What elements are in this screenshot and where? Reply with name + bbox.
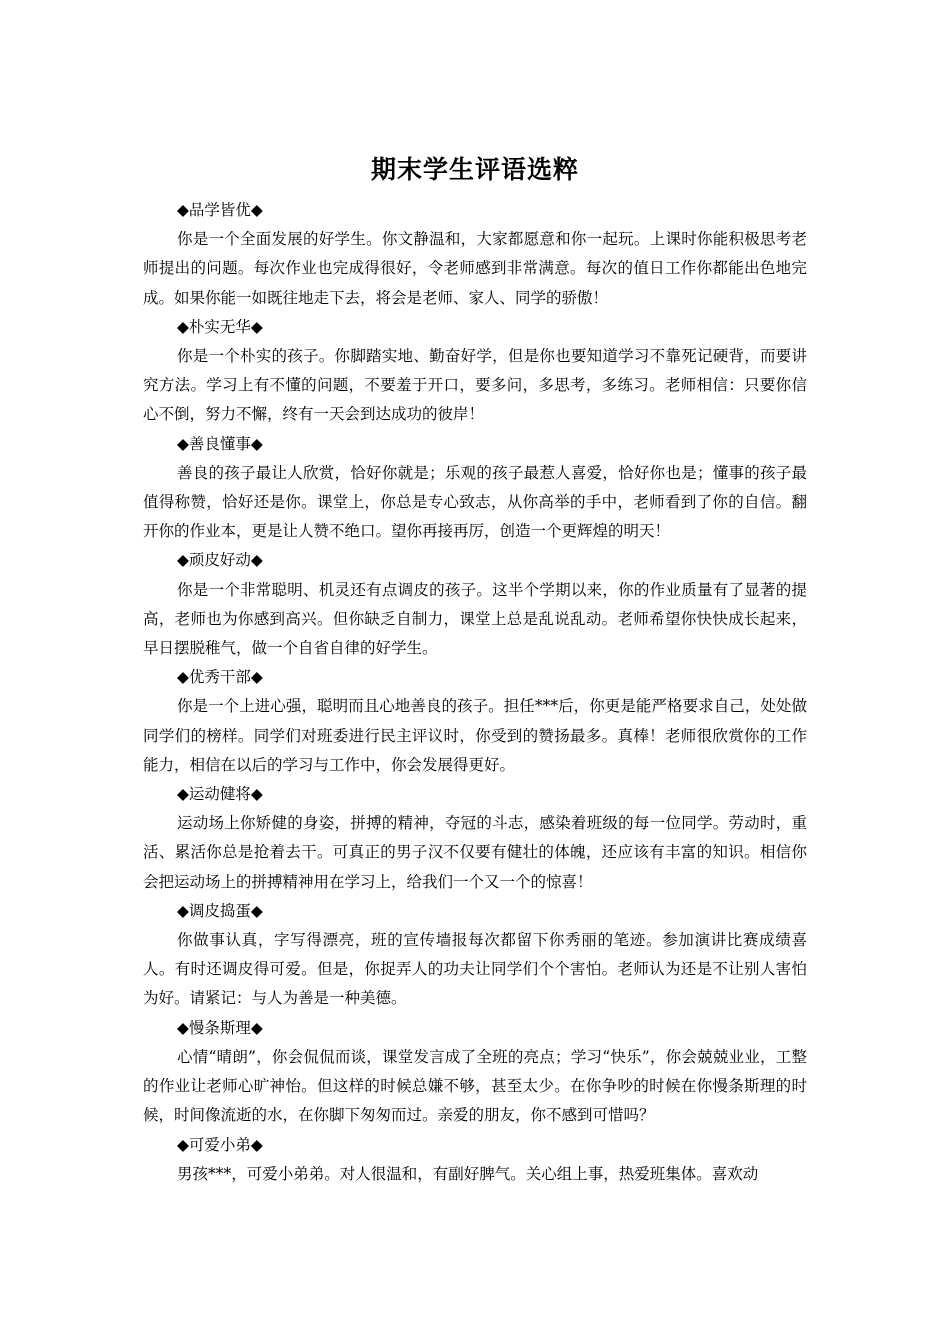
section-heading: ◆优秀干部◆ (177, 668, 263, 687)
section-heading: ◆慢条斯理◆ (177, 1018, 263, 1037)
comment-section (143, 780, 807, 897)
section-heading: ◆品学皆优◆ (177, 201, 263, 219)
section-body: 你是一个非常聪明、机灵还有点调皮的孩子。这半个学期以来，你的作业质量有了显著的提高，老师也为你感到高兴。但你缺乏自制力，课堂上总是乱说乱动。老师希望你快快成长起来，早日摆脱稚气，做一个自省自律的好学生。 (143, 580, 807, 658)
section-heading: ◆运动健将◆ (177, 785, 263, 804)
section-body: 运动场上你矫健的身姿，拼搏的精神，夺冠的斗志，感染着班级的每一位同学。劳动时，重活、累活你总是抢着去干。可真正的男子汉不仅要有健壮的体魄，还应该有丰富的知识。相信你会把运动场上的拼搏精神用在学习上，给我们一个又一个的惊喜！ (143, 814, 807, 891)
comment-section (143, 663, 807, 780)
comment-section (143, 897, 807, 1014)
section-body: 你是一个上进心强，聪明而且心地善良的孩子。担任***后，你更是能严格要求自己，处处做同学们的榜样。同学们对班委进行民主评议时，你受到的赞扬最多。真棒！老师很欣赏你的工作能力，相信在以后的学习与工作中，你会发展得更好。 (143, 697, 807, 774)
section-heading: ◆顽皮好动◆ (177, 551, 263, 570)
section-heading: ◆善良懂事◆ (177, 434, 263, 453)
comment-section (143, 1131, 807, 1189)
comment-section (143, 430, 807, 547)
section-heading: ◆朴实无华◆ (177, 317, 263, 336)
section-body: 男孩***，可爱小弟弟。对人很温和，有副好脾气。关心组上事，热爱班集体。喜欢动 (177, 1164, 759, 1183)
section-body: 你是一个朴实的孩子。你脚踏实地、勤奋好学，但是你也要知道学习不靠死记硬背，而要讲究方法。学习上有不懂的问题，不要羞于开口，要多问，多思考，多练习。老师相信：只要你信心不倒，努力不懈，终有一天会到达成功的彼岸！ (143, 347, 807, 424)
comment-section (143, 546, 807, 663)
page-title: 期末学生评语选粹 (370, 155, 579, 184)
comment-section (143, 1014, 807, 1131)
section-body: 心情“晴朗”，你会侃侃而谈，课堂发言成了全班的亮点；学习“快乐”，你会兢兢业业，工整的作业让老师心旷神怡。但这样的时候总嫌不够，甚至太少。在你争吵的时候在你慢条斯理的时候，时间像流逝的水，在你脚下匆匆而过。亲爱的朋友，你不感到可惜吗？ (143, 1047, 807, 1125)
section-heading: ◆可爱小弟◆ (177, 1135, 263, 1154)
section-body: 善良的孩子最让人欣赏，恰好你就是；乐观的孩子最惹人喜爱，恰好你也是；懂事的孩子最值得称赞，恰好还是你。课堂上，你总是专心致志，从你高举的手中，老师看到了你的自信。翻开你的作业本，更是让人赞不绝口。望你再接再厉，创造一个更辉煌的明天！ (143, 463, 807, 541)
comment-section (143, 313, 807, 430)
section-heading: ◆调皮捣蛋◆ (177, 901, 263, 920)
comments-content (143, 196, 807, 1189)
comment-section (143, 196, 807, 313)
section-body: 你做事认真，字写得漂亮，班的宣传墙报每次都留下你秀丽的笔迹。参加演讲比赛成绩喜人。有时还调皮得可爱。但是，你捉弄人的功夫让同学们个个害怕。老师认为还是不让别人害怕为好。请紧记：与人为善是一种美德。 (143, 931, 807, 1008)
section-body: 你是一个全面发展的好学生。你文静温和，大家都愿意和你一起玩。上课时你能积极思考老师提出的问题。每次作业也完成得很好，令老师感到非常满意。每次的值日工作你都能出色地完成。如果你能一如既往地走下去，将会是老师、家人、同学的骄傲！ (143, 230, 807, 307)
